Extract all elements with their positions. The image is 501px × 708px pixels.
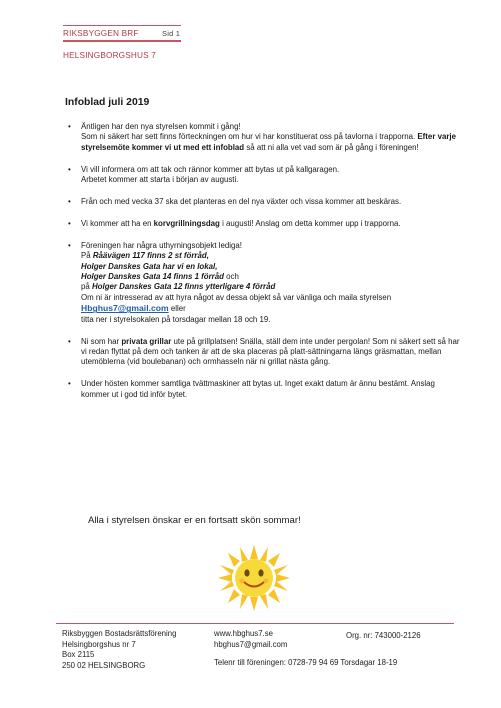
bullet-icon: • [68,379,71,389]
item-text: Ni som har [81,336,122,346]
list-item [62,219,462,229]
item-text: Vi vill informera om att tak och rännor kommer att bytas ut på kallgaragen. [81,164,340,174]
list-item [62,241,462,325]
footer-phone: Telenr till föreningen: 0728-79 94 69 Torsdagar 18-19 [214,658,398,667]
list-item [62,122,462,153]
item-bold: korvgrillningsdag [153,218,220,228]
footer-line: 250 02 HELSINGBORG [62,660,146,670]
footer-address [62,629,176,671]
item-text: Äntligen har den nya styrelsen kommit i gång! [81,122,241,131]
info-list [62,122,462,412]
sun-icon [218,545,290,611]
item-text: Vi kommer att ha en [81,218,154,228]
bullet-icon: • [68,164,71,174]
bullet-icon: • [68,240,71,250]
footer-line: Riksbyggen Bostadsrättsförening [62,629,177,638]
email-link[interactable]: Hbghus7@gmail.com [81,303,169,314]
storage-item: Holger Danskes Gata 12 finns ytterligare 4 förråd [91,282,276,292]
closing-message: Alla i styrelsen önskar er en fortsatt skön sommar! [88,515,301,526]
item-text: titta ner i styrelsokalen på torsdagar mellan 18 och 19. [81,314,271,324]
list-item [62,337,462,368]
header-underline [63,40,181,42]
item-text: Från och med vecka 37 ska det planteras en del nya växter och vissa kommer att beskäras. [81,197,402,207]
footer-line: Box 2115 [62,650,95,660]
header-house: HELSINGBORGSHUS 7 [63,51,157,60]
header-org: RIKSBYGGEN BRF [63,29,139,38]
item-text: eller [168,304,186,314]
item-text: ute på grillplatsen! Snälla, ställ dem inte under pergolan! Som ni säkert sett så har vi redan flyttat på dem och tanken är att de ska placeras på platt-sättningarna längs gräsmattan, mellan utemöblerna (vid boulebanan) och ormhasseln när ni grillat nästa gång. [81,336,460,367]
item-bold: Efter varje styrelsemöte kommer vi ut med ett infoblad [81,132,457,152]
footer-mail[interactable]: hbghus7@gmail.com [214,639,288,649]
footer-divider [56,623,454,624]
item-text: Föreningen har några uthyrningsobjekt lediga! [81,240,242,250]
list-item [62,379,462,400]
bullet-icon: • [68,218,71,228]
item-text: På [81,251,93,261]
item-text: Under hösten kommer samtliga tvättmaskiner att bytas ut. Inget exakt datum är ännu bestämt. Anslag kommer ut i god tid inför bytet. [81,379,435,399]
page-title: Infoblad juli 2019 [65,97,150,108]
list-item [62,197,462,207]
footer-line: Helsingborgshus nr 7 [62,639,136,649]
item-text: och [223,272,239,282]
storage-item: Holger Danskes Gata 14 finns 1 förråd [81,272,224,282]
footer-web[interactable]: www.hbghus7.se [214,629,273,638]
item-text: så att ni alla vet vad som är på gång i föreningen! [244,142,419,152]
footer-contact [214,629,287,650]
item-text: Arbetet kommer att starta i början av augusti. [81,175,239,185]
item-bold: privata grillar [121,336,172,346]
bullet-icon: • [68,336,71,346]
header-top-line [63,25,181,26]
footer-orgnr: Org. nr: 743000-2126 [346,631,421,640]
storage-item: Råävägen 117 finns 2 st förråd, [92,251,209,261]
item-text: på [81,282,92,292]
item-text: i augusti! Anslag om detta kommer upp i trapporna. [219,218,401,228]
page-number: Sid 1 [162,29,181,38]
item-text: Om ni är intresserad av att hyra något av dessa objekt så var vänliga och maila styrelsen [81,292,392,302]
bullet-icon: • [68,197,71,207]
storage-item: Holger Danskes Gata har vi en lokal, [81,261,218,271]
item-text: Som ni säkert har sett finns förteckningen om hur vi har konstituerat oss på tavlorna i trapporna. [81,132,418,142]
bullet-icon: • [68,122,71,131]
list-item [62,165,462,186]
